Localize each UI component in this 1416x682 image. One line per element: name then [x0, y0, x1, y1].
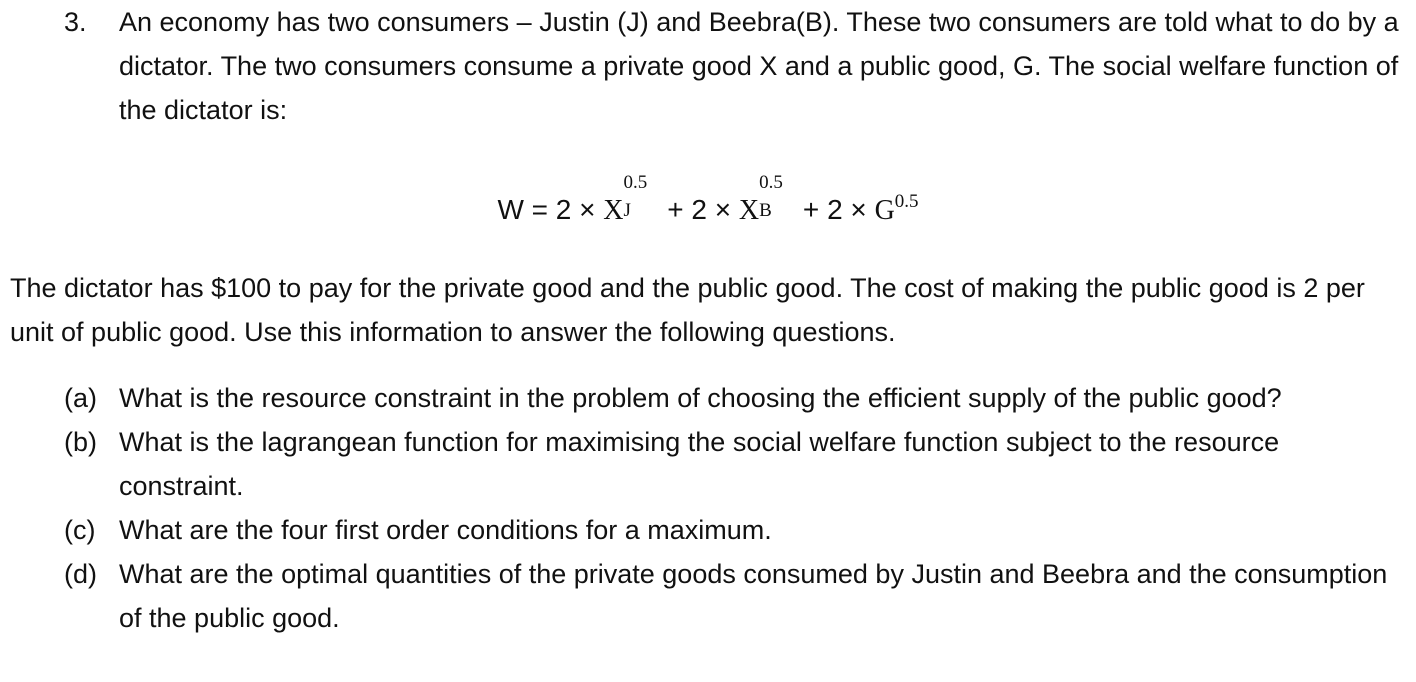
part-text: What are the four first order conditions for a maximum. [119, 515, 772, 545]
formula-term2-subscript: B [759, 200, 772, 221]
question-part-c [64, 508, 1394, 552]
part-text: What is the resource constraint in the problem of choosing the efficient supply of the public good? [119, 383, 1282, 413]
formula-plus2: + 2 × [795, 194, 875, 225]
formula-term3-exponent: 0.5 [894, 191, 919, 212]
part-label: (d) [64, 559, 97, 589]
formula-term2-scripts [759, 172, 795, 221]
welfare-function-formula [0, 172, 1416, 231]
question-text: An economy has two consumers – Justin (J) and Beebra(B). These two consumers are told what to do by a dictator. The two consumers consume a private good X and a public good, G. The social welfare function of the dictator is: [119, 7, 1399, 125]
formula-term2-base: X [738, 195, 760, 226]
formula-term1-scripts [623, 172, 660, 221]
question-part-d [64, 552, 1394, 640]
problem-intro: The dictator has $100 to pay for the private good and the public good. The cost of making the public good is 2 per unit of public good. Use this information to answer the following questions. [10, 273, 1365, 347]
question-part-a [64, 376, 1394, 420]
formula-term1-exponent: 0.5 [623, 172, 648, 193]
part-text: What are the optimal quantities of the private goods consumed by Justin and Beebra and the consumption of the public good. [119, 559, 1388, 633]
formula-lhs: W = 2 × [497, 194, 604, 225]
formula-term3-base: G [874, 195, 895, 226]
part-text: What is the lagrangean function for maximising the social welfare function subject to the resource constraint. [119, 427, 1280, 501]
question-number: 3. [64, 7, 87, 37]
part-label: (a) [64, 383, 97, 413]
formula-term2-exponent: 0.5 [759, 172, 783, 193]
question-part-b [64, 420, 1394, 508]
part-label: (c) [64, 515, 96, 545]
question-parts-list [64, 376, 1394, 640]
formula-term1-base: X [603, 195, 624, 226]
part-label: (b) [64, 427, 97, 457]
formula-term1-subscript: J [623, 200, 631, 221]
formula-plus1: + 2 × [659, 194, 739, 225]
